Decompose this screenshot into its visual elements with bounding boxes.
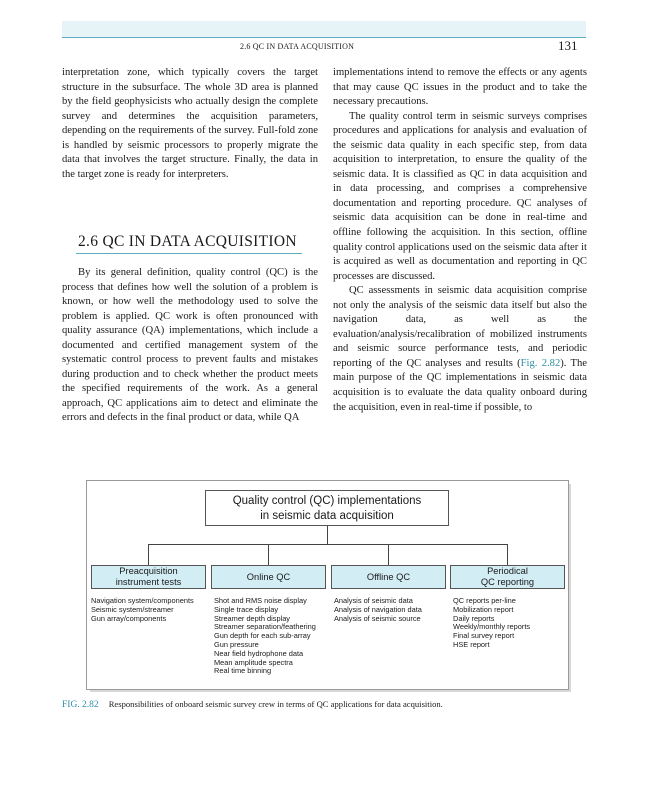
list-item: Shot and RMS noise display xyxy=(214,596,307,605)
list-item: Final survey report xyxy=(453,631,515,641)
list-item: Weekly/monthly reports xyxy=(453,622,531,632)
figure-caption xyxy=(62,699,443,710)
list-item: Mean amplitude spectra xyxy=(214,657,293,667)
section-heading: 2.6 QC IN DATA ACQUISITION xyxy=(78,233,297,250)
connector-line xyxy=(388,544,389,565)
category-box-preacquisition xyxy=(91,565,206,589)
offline-qc-item-list xyxy=(334,597,422,623)
reporting-item-list xyxy=(453,597,530,650)
category-box-online-qc xyxy=(211,565,326,589)
list-item: Single trace display xyxy=(214,604,279,614)
list-item: Seismic system/streamer xyxy=(91,604,174,614)
list-item: QC reports per-line xyxy=(453,596,516,605)
left-column-top xyxy=(62,66,318,182)
category-label: Preacquisition xyxy=(119,566,178,576)
list-item: Analysis of navigation data xyxy=(334,604,422,614)
diagram-title-box xyxy=(205,490,449,526)
category-label: QC reporting xyxy=(480,577,535,587)
diagram-title-line: in seismic data acquisition xyxy=(260,510,394,522)
category-box-offline-qc xyxy=(331,565,446,589)
list-item: Analysis of seismic data xyxy=(334,596,413,605)
right-column xyxy=(333,66,587,415)
running-head: 2.6 QC IN DATA ACQUISITION xyxy=(240,42,355,51)
list-item: Navigation system/components xyxy=(91,596,194,605)
figure-reference-link[interactable]: Fig. 2.82 xyxy=(520,357,561,369)
section-heading-rule xyxy=(76,253,302,254)
header-rule xyxy=(62,37,586,38)
text-run: ). The main purpose of the QC implementations in seismic data acquisition is to evaluate the data quality onboard during the acquisition, even in real-time if possible, to xyxy=(333,357,588,413)
paragraph xyxy=(333,284,587,415)
text-run: QC assessments in seismic data acquisition comprise not only the analysis of the seismic data itself but also the navigation data, as well as the evaluation/analysis/recalibration of mobilized instruments and seismic source performance tests, and periodic reporting of the QC analyses and results ( xyxy=(333,285,587,369)
preacquisition-item-list xyxy=(91,597,194,623)
qc-diagram xyxy=(87,481,568,689)
diagram-title-line: Quality control (QC) implementations xyxy=(232,495,422,507)
list-item: Streamer separation/feathering xyxy=(214,622,316,632)
paragraph: interpretation zone, which typically covers the target structure in the subsurface. The whole 3D area is planned by the field geophysicists who actually design the complete survey and determines the acquisition parameters, depending on the requirements of the survey. Full-fold zone is handled by seismic processors to properly migrate the data that involves the target structure. Finally, the data in the target zone is ready for interpreters. xyxy=(62,67,318,180)
figure-frame xyxy=(86,480,569,690)
connector-line xyxy=(327,526,328,544)
category-label: Periodical xyxy=(487,566,528,576)
list-item: Mobilization report xyxy=(453,604,514,614)
list-item: Near field hydrophone data xyxy=(214,648,304,658)
list-item: Gun depth for each sub-array xyxy=(214,631,311,641)
list-item: HSE report xyxy=(453,639,490,649)
list-item: Gun pressure xyxy=(214,639,259,649)
category-label: instrument tests xyxy=(115,577,182,587)
paragraph: By its general definition, quality control (QC) is the process that defines how well the solution of a problem is known, or how well the methodology used to solve the problem is applied. QC work is often pronounced with quality assurance (QA) implementations, which include a documented and certified management system of the systematic control process to prevent faults and mistakes during production and to check whether the product meets the specified requirements of the work. As a general approach, QC applications aim to detect and eliminate the errors and defects in the final product or data, while QA xyxy=(62,267,318,424)
paragraph: The quality control term in seismic surveys comprises procedures and applications for analysis and evaluation of the seismic data quality in each specific step, from data acquisition to interpretation, to ensure the quality of the seismic data. It is classified as QC in data acquisition and in data processing, and comprises a comprehensive documentation and reporting procedure. QC analyses of seismic data acquisition can be done in real-time and offline following the acquisition. In this section, offline quality control applications used on the seismic data after it is acquired as well as documentation and reporting in QC processes are discussed. xyxy=(333,110,587,282)
list-item: Analysis of seismic source xyxy=(334,613,421,623)
list-item: Gun array/components xyxy=(91,613,167,623)
category-box-periodical-reporting xyxy=(450,565,565,589)
header-band xyxy=(62,21,586,37)
connector-line xyxy=(268,544,269,565)
figure-caption-text: Responsibilities of onboard seismic survey crew in terms of QC applications for data acquisition. xyxy=(108,699,443,709)
left-column-bottom xyxy=(62,266,318,426)
connector-line xyxy=(148,544,149,565)
figure-caption-label: FIG. 2.82 xyxy=(62,700,99,710)
connector-line xyxy=(507,544,508,565)
connector-line xyxy=(148,544,507,545)
online-qc-item-list xyxy=(214,597,316,676)
paragraph: implementations intend to remove the effects or any agents that may cause QC issues in the product and to take the necessary precautions. xyxy=(333,67,587,108)
page-number: 131 xyxy=(558,38,578,53)
list-item: Real time binning xyxy=(214,666,272,676)
list-item: Streamer depth display xyxy=(214,613,290,623)
list-item: Daily reports xyxy=(453,613,495,623)
category-label: Offline QC xyxy=(366,571,411,582)
category-label: Online QC xyxy=(246,571,291,582)
